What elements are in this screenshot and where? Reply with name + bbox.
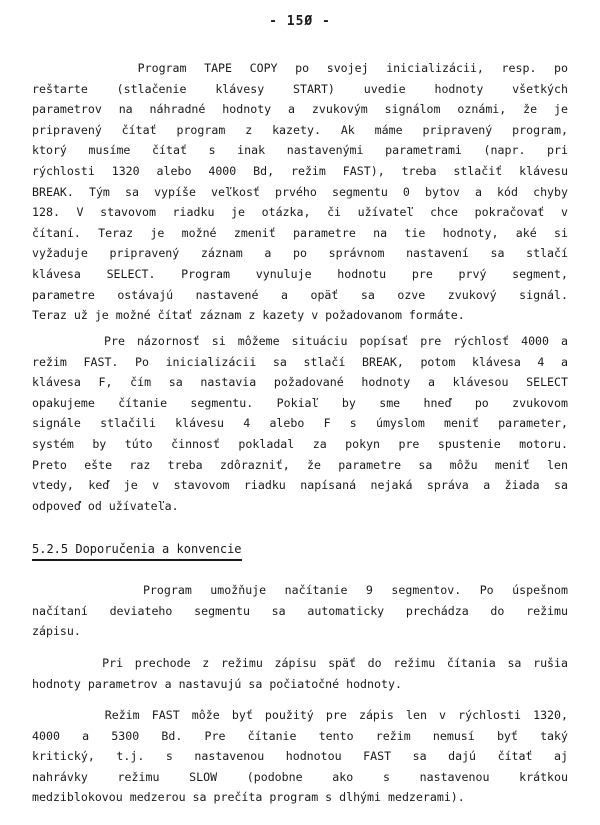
text-line: vyžaduje pripravený záznam a po správnom nastavení sa stlačí: [32, 246, 568, 261]
text-line: 128. V stavovom riadku je otázka, či užívateľ chce pokračovať v: [32, 205, 568, 220]
text-line: vtedy, keď je v stavovom riadku napísaná nejaká správa a žiada sa: [32, 478, 568, 493]
text-line: reštarte (stlačenie klávesy START) uvedie hodnoty všetkých: [32, 81, 568, 96]
text-line: Program umožňuje načítanie 9 segmentov. Po úspešnom: [32, 583, 568, 597]
text-line: zápisu.: [32, 624, 81, 639]
paragraph-tape-copy-init: [32, 58, 568, 326]
text-line: Režim FAST môže byť použitý pre zápis len v rýchlosti 1320,: [32, 708, 568, 722]
text-line: parametrov na náhradné hodnoty a zvukovým signálom oznámi, že je: [32, 102, 568, 117]
text-line: ktorý musíme čítať s inak nastavenými parametrami (napr. pri: [32, 143, 568, 158]
text-line: klávesa SELECT. Program vynuluje hodnotu pre prvý segment,: [32, 266, 568, 281]
text-line: medziblokovou medzerou sa prečíta program s dlhými medzerami).: [32, 790, 465, 805]
text-line: režim FAST. Po inicializácii sa stlačí BREAK, potom klávesa 4 a: [32, 354, 568, 369]
text-line: odpoveď od užívateľa.: [32, 498, 179, 513]
text-line: Teraz už je možné čítať záznam z kazety v požadovanom formáte.: [32, 308, 465, 323]
text-line: čítaní. Teraz je možné zmeniť parametre na tie hodnoty, aké si: [32, 225, 568, 240]
paragraph-fast-mode: [32, 705, 568, 808]
text-line: BREAK. Tým sa vypíše veľkosť prvého segmentu 0 bytov a kód chyby: [32, 184, 568, 199]
paragraph-mode-switch: [32, 653, 568, 694]
text-line: nahrávky režimu SLOW (podobne ako s nastavenou krátkou: [32, 769, 568, 784]
text-line: pripravený čítať program z kazety. Ak máme pripravený program,: [32, 122, 568, 137]
text-line: systém by túto činnosť pokladal za pokyn pre spustenie motoru.: [32, 436, 568, 451]
text-line: hodnoty parametrov a nastavujú sa počiatočné hodnoty.: [32, 676, 402, 691]
text-line: parametre ostávajú nastavené a opäť sa ozve zvukový signál.: [32, 287, 568, 302]
text-line: Program TAPE COPY po svojej inicializácii, resp. po: [32, 61, 568, 75]
text-line: Preto ešte raz treba zdôrazniť, že parametre sa môžu meniť len: [32, 457, 568, 472]
page-number: - 15Ø -: [269, 14, 331, 29]
text-line: Pre názornosť si môžeme situáciu popísať pre rýchlosť 4000 a: [32, 334, 568, 348]
paragraph-fast-example: [32, 331, 568, 516]
text-line: rýchlosti 1320 alebo 4000 Bd, režim FAST), treba stlačiť klávesu: [32, 163, 568, 178]
text-line: Pri prechode z režimu zápisu späť do režimu čítania sa rušia: [32, 656, 568, 670]
paragraph-segments: [32, 580, 568, 642]
text-line: 4000 a 5300 Bd. Pre čítanie tento režim nemusí byť taký: [32, 728, 568, 743]
text-line: klávesa F, čím sa nastavia požadované hodnoty a klávesou SELECT: [32, 375, 568, 390]
text-line: opakujeme čítanie segmentu. Pokiaľ by sme hneď po zvukovom: [32, 395, 568, 410]
text-line: načítaní deviateho segmentu sa automaticky prechádza do režimu: [32, 603, 568, 618]
text-line: kritický, t.j. s nastavenou hodnotou FAST sa dajú čítať aj: [32, 749, 568, 764]
text-line: signále stlačili klávesu 4 alebo F s úmyslom meniť parameter,: [32, 416, 568, 431]
section-heading: 5.2.5 Doporučenia a konvencie: [32, 540, 242, 561]
